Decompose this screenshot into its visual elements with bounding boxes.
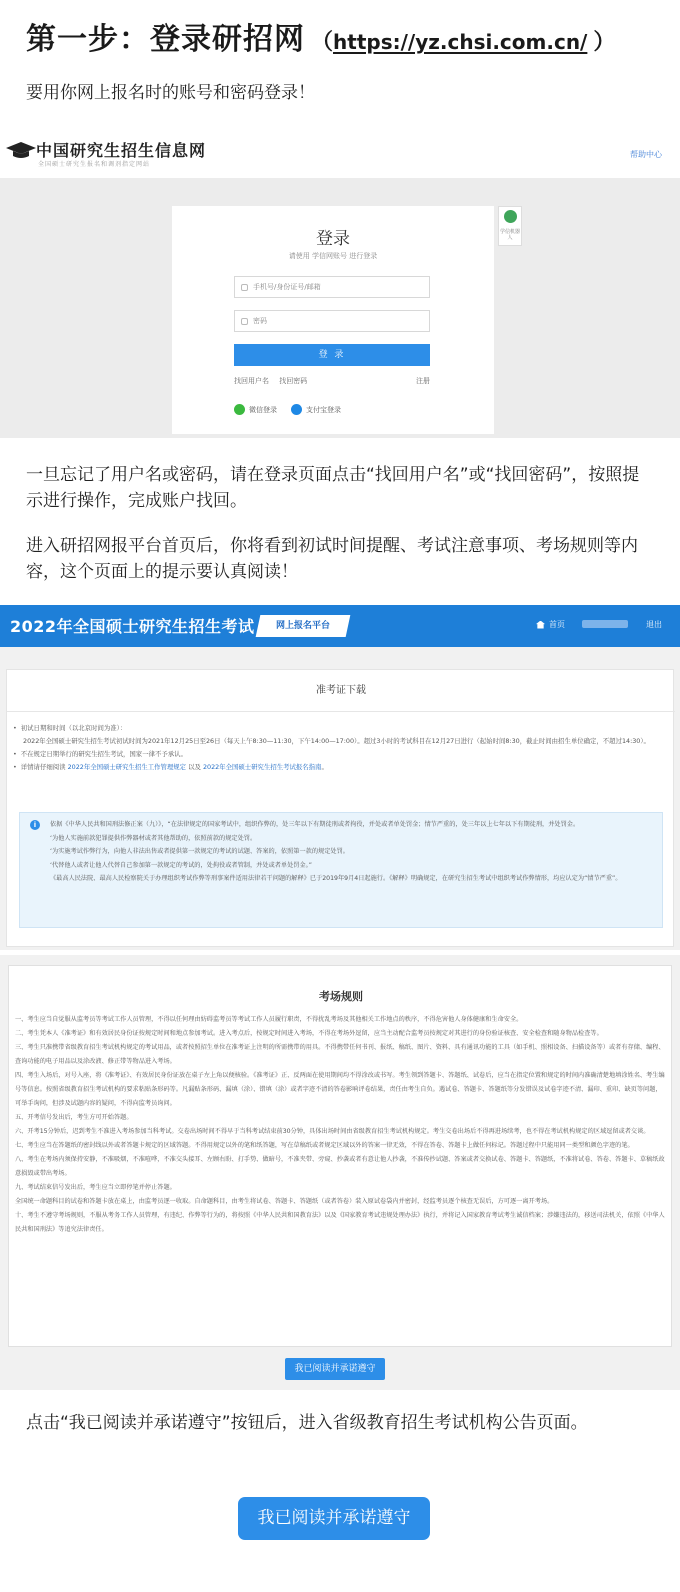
- platform-header: [0, 605, 680, 647]
- site-subtitle: 全国硕士研究生报名和调剂指定网站: [38, 161, 151, 168]
- exam-date-heading: • 初试日期和时间（以北京时间为准）：: [13, 722, 667, 735]
- rule-item: 八、考生在考场内须保持安静，不准吸烟，不准喧哗，不准交头接耳、左顾右盼、打手势、做暗号，不准夹带、旁窥、抄袭或者有意让他人抄袭，不准传抄试题、答案或者交换试卷、答题卡、答题纸，不准将试卷、答卷、答题卡、草稿纸故意损毁或带出考场。: [15, 1156, 665, 1177]
- login-card: [172, 206, 494, 434]
- rules-screenshot: [0, 955, 680, 1390]
- platform-screenshot: [0, 605, 680, 950]
- masked-username: [582, 620, 628, 628]
- login-button[interactable]: 登 录: [234, 344, 430, 366]
- password-placeholder: 密码: [253, 317, 267, 325]
- password-input[interactable]: [234, 310, 430, 332]
- agree-button[interactable]: 我已阅读并承诺遵守: [238, 1497, 430, 1540]
- rule-item: 二、考生凭本人《准考证》和有效居民身份证按规定时间和地点参加考试。进入考点后，按规定时间进入考场，不得在考场外逗留，应当主动配合监考员按规定对其进行的身份验证核查、安全检查和随身物品检查等。: [15, 1030, 603, 1037]
- notice-line: 《最高人民法院、最高人民检察院关于办理组织考试作弊等刑事案件适用法律若干问题的解释》已于2019年9月4日起施行。《解释》明确规定，在研究生招生考试中组织考试作弊情形，均应认定为“情节严重”。: [50, 875, 622, 882]
- home-label: 首页: [549, 620, 565, 629]
- details-prefix: 详情请仔细阅读: [20, 763, 66, 771]
- login-title: 登录: [316, 229, 350, 249]
- step-title: [26, 14, 666, 64]
- rules-panel: [8, 965, 672, 1347]
- notice-line: ‘代替他人或者让他人代替自己参加第一款规定的考试的，处拘役或者管制，并处或者单处罚金。”: [50, 861, 312, 869]
- regulation-link[interactable]: 2022年全国硕士研究生招生工作管理规定: [67, 763, 187, 771]
- notice-line: ‘为他人实施前款犯罪提供作弊器材或者其他帮助的，依照前款的规定处罚。: [50, 834, 257, 842]
- robot-icon: [504, 210, 517, 223]
- login-links: [234, 376, 430, 386]
- paren-open: （: [311, 30, 334, 55]
- wechat-icon: [234, 404, 245, 415]
- home-link[interactable]: [536, 619, 565, 630]
- law-notice: [19, 812, 663, 928]
- platform-tab[interactable]: [256, 615, 351, 637]
- admission-panel-title: 准考证下载: [7, 670, 675, 712]
- login-subtitle: 请使用 学信网账号 进行登录: [288, 252, 378, 260]
- site-name: 中国研究生招生信息网: [36, 141, 207, 160]
- wechat-login-link[interactable]: 微信登录: [249, 405, 277, 414]
- rule-item: 一、考生应当自觉服从监考员等考试工作人员管理，不得以任何理由妨碍监考员等考试工作人员履行职责，不得扰乱考场及其他相关工作地点的秩序，不得危害他人身体健康和生命安全。: [15, 1016, 523, 1023]
- rule-item: 十、考生不遵守考场规则，不服从考务工作人员管理，有违纪、作弊等行为的，将按照《中华人民共和国教育法》以及《国家教育考试违规处理办法》执行，并将记入国家教育考试考生诚信档案；涉嫌违法的，移送司法机关，依照《中华人民共和国刑法》等追究法律责任。: [15, 1212, 665, 1233]
- link-and: 以及: [186, 763, 203, 771]
- rule-item: 全国统一命题科目的试卷和答题卡放在桌上，由监考员逐一收取。自命题科目，由考生将试卷、答题卡、答题纸（或者答卷）装入原试卷袋内并密封，经监考员逐个核查无误后，方可逐一离开考场。: [15, 1198, 554, 1205]
- find-password-link[interactable]: 找回密码: [279, 377, 308, 385]
- admission-panel: [6, 669, 674, 947]
- date-rule: • 不在规定日期举行的研究生招生考试，国家一律不予承认。: [13, 748, 667, 761]
- rule-item: 五、开考信号发出后，考生方可开始答题。: [15, 1114, 133, 1121]
- oauth-login: [234, 404, 430, 415]
- user-icon: [241, 284, 248, 291]
- help-center-link[interactable]: 帮助中心: [630, 150, 662, 159]
- rules-agree-button[interactable]: 我已阅读并承诺遵守: [285, 1358, 385, 1380]
- username-input[interactable]: [234, 276, 430, 298]
- guide-link[interactable]: 2022年全国硕士研究生招生考试报名指南: [202, 763, 322, 771]
- alipay-login-link[interactable]: 支付宝登录: [306, 405, 341, 414]
- lock-icon: [241, 318, 248, 325]
- notice-line: ‘为实施考试作弊行为，向他人非法出售或者提供第一款规定的考试的试题、答案的，依照第一款的规定处罚。: [50, 848, 349, 855]
- enter-platform-text: 进入研招网报平台首页后，你将看到初试时间提醒、考试注意事项、考场规则等内容，这个页面上的提示要认真阅读！: [26, 536, 638, 582]
- platform-tab-label: 网上报名平台: [276, 621, 331, 631]
- username-placeholder: 手机号/身份证号/邮箱: [253, 283, 321, 291]
- rule-item: 三、考生只准携带省级教育招生考试机构规定的考试用品，或者按照招生单位在准考证上注明的所需携带的用具。不得携带任何书刊、报纸、稿纸、图片、资料、具有通讯功能的工具（如手机、照相设备、扫描设备等）或者有存储、编程、查询功能的电子用品以及涂改液、修正带等物品进入考场。: [15, 1044, 665, 1065]
- robot-label: 学信机器人: [499, 229, 520, 241]
- rule-item: 四、考生入场后，对号入座，将《准考证》、有效居民身份证放在桌子左上角以便核验。《准考证》正、反两面在使用期间均不得涂改或书写。考生领到答题卡、答题纸、试卷后，应当在指定位置和规定的时间内准确清楚地填涂姓名、考生编号等信息。按照省级教育招生考试机构的要求粘贴条形码等。凡漏贴条形码、漏填（涂）、错填（涂）或者字迹不清的答卷影响评卷结果，责任由考生自负。遇试卷、答题卡、答题纸等分发错误及试卷字迹不清、漏印、重印、缺页等问题，可举手询问，但涉及试题内容的疑问，不得向监考员询问。: [15, 1072, 665, 1107]
- rule-item: 九、考试结束信号发出后，考生应当立即停笔并停止答题。: [15, 1184, 176, 1191]
- site-url-link[interactable]: https://yz.chsi.com.cn/: [333, 30, 588, 54]
- register-link[interactable]: 注册: [416, 377, 430, 385]
- intro-text: 要用你网上报名时的账号和密码登录！: [26, 83, 315, 103]
- rule-item: 七、考生应当在答题纸的密封线以外或者答题卡规定的区域答题。不得用规定以外的笔和纸答题，写在草稿纸或者规定区域以外的答案一律无效，不得在答卷、答题卡上做任何标记。答题过程中只能用同一类型和颜色字迹的笔。: [15, 1142, 634, 1149]
- paren-close: ）: [593, 30, 616, 55]
- platform-title: 2022年全国硕士研究生招生考试: [10, 617, 255, 636]
- info-icon: i: [30, 820, 40, 830]
- chsi-header: [0, 132, 680, 178]
- click-instruction-text: 点击“我已阅读并承诺遵守”按钮后，进入省级教育招生考试机构公告页面。: [26, 1413, 588, 1433]
- find-username-link[interactable]: 找回用户名: [234, 377, 269, 385]
- exam-date-detail: 2022年全国硕士研究生招生考试初试时间为2021年12月25日至26日（每天上午8:30—11:30，下午14:00—17:00）。超过3小时的考试科目在12月27日进行（起始时间8:30，截止时间由招生单位确定，不超过14:30）。: [23, 737, 650, 745]
- rules-title: 考场规则: [319, 990, 363, 1003]
- forgot-account-text: 一旦忘记了用户名或密码，请在登录页面点击“找回用户名”或“找回密码”，按照提示进行操作，完成账户找回。: [26, 465, 640, 511]
- admission-info: [13, 722, 667, 774]
- home-icon: [536, 621, 545, 629]
- robot-widget[interactable]: [498, 206, 522, 246]
- login-screenshot: [0, 132, 680, 438]
- rules-text: [15, 1013, 667, 1237]
- link-end: 。: [321, 763, 328, 771]
- rule-item: 六、开考15分钟后，迟到考生不准进入考场参加当科考试。交卷出场时间不得早于当科考试结束前30分钟，具体出场时间由省级教育招生考试机构规定。考生交卷出场后不得再进场续考，也不得在考试机构规定的区域逗留或者交谈。: [15, 1128, 650, 1135]
- step-title-text: 第一步：登录研招网: [26, 22, 305, 57]
- logout-link[interactable]: 退出: [646, 620, 662, 629]
- notice-line: 依据《中华人民共和国刑法修正案（九）》，“在法律规定的国家考试中，组织作弊的，处三年以下有期徒刑或者拘役，并处或者单处罚金；情节严重的，处三年以上七年以下有期徒刑，并处罚金。: [50, 821, 580, 828]
- details-line: [13, 761, 667, 774]
- graduation-cap-icon: [6, 141, 36, 159]
- alipay-icon: [291, 404, 302, 415]
